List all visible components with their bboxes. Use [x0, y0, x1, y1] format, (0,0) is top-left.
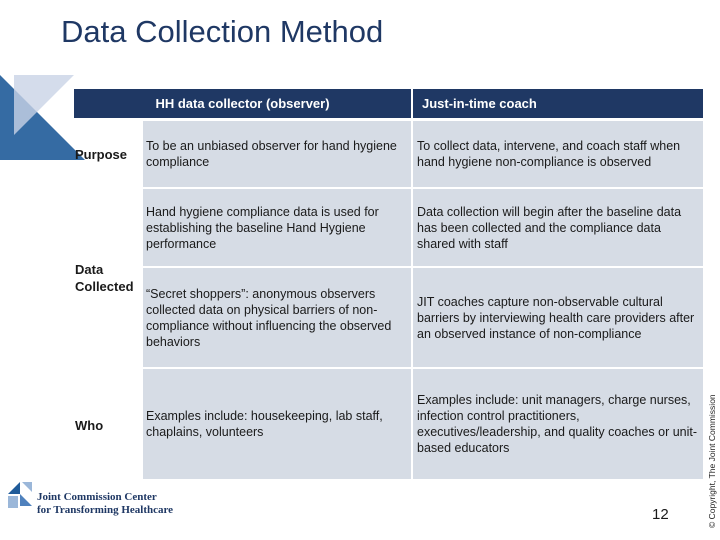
data-collected-coach-cell-2 — [413, 268, 703, 367]
row-label-data-collected — [75, 261, 134, 295]
page-number: 12 — [652, 506, 669, 523]
data-collected-coach-cell-1 — [413, 189, 703, 266]
data-collected-observer-cell-1 — [143, 189, 411, 266]
row-label-data-collected-line1: Data — [75, 262, 104, 277]
purpose-coach-text: To collect data, intervene, and coach staff when hand hygiene non-compliance is observed — [417, 139, 681, 169]
data-collected-coach-text-1: Data collection will begin after the baseline data has been collected and the compliance data shared with staff — [417, 204, 682, 251]
row-label-who: Who — [75, 418, 104, 433]
logo-text-line1: Joint Commission Center — [37, 491, 157, 503]
row-label-data-collected-line2: Collected — [75, 279, 134, 294]
row-label-purpose: Purpose — [75, 147, 128, 162]
purpose-coach-cell — [413, 121, 703, 187]
purpose-observer-text: To be an unbiased observer for hand hygiene compliance — [146, 139, 397, 169]
data-collected-observer-cell-2 — [143, 268, 411, 367]
decorative-triangle-light — [14, 75, 74, 135]
column-header-coach: Just-in-time coach — [413, 89, 703, 118]
page-title: Data Collection Method — [61, 14, 384, 49]
copyright-notice: © Copyright, The Joint Commission — [707, 394, 717, 528]
joint-commission-logo — [6, 480, 196, 520]
who-observer-cell — [143, 369, 411, 479]
column-header-observer: HH data collector (observer) — [74, 89, 411, 118]
purpose-observer-cell — [143, 121, 411, 187]
data-collected-observer-text-2: “Secret shoppers”: anonymous observers collected data on physical barriers of non-compliance without influencing the observed behaviors — [146, 286, 392, 349]
logo-text-line2: for Transforming Healthcare — [37, 504, 174, 516]
data-collected-observer-text-1: Hand hygiene compliance data is used for establishing the baseline Hand Hygiene performance — [146, 204, 379, 251]
logo-mark-icon — [6, 480, 34, 510]
who-observer-text: Examples include: housekeeping, lab staff, chaplains, volunteers — [146, 409, 383, 439]
data-collected-coach-text-2: JIT coaches capture non-observable cultural barriers by interviewing health care providers after an observed instance of non-compliance — [417, 294, 695, 341]
who-coach-text: Examples include: unit managers, charge nurses, infection control practitioners, executives/leadership, and quality coaches or unit-based educators — [417, 393, 698, 455]
who-coach-cell — [413, 369, 703, 479]
